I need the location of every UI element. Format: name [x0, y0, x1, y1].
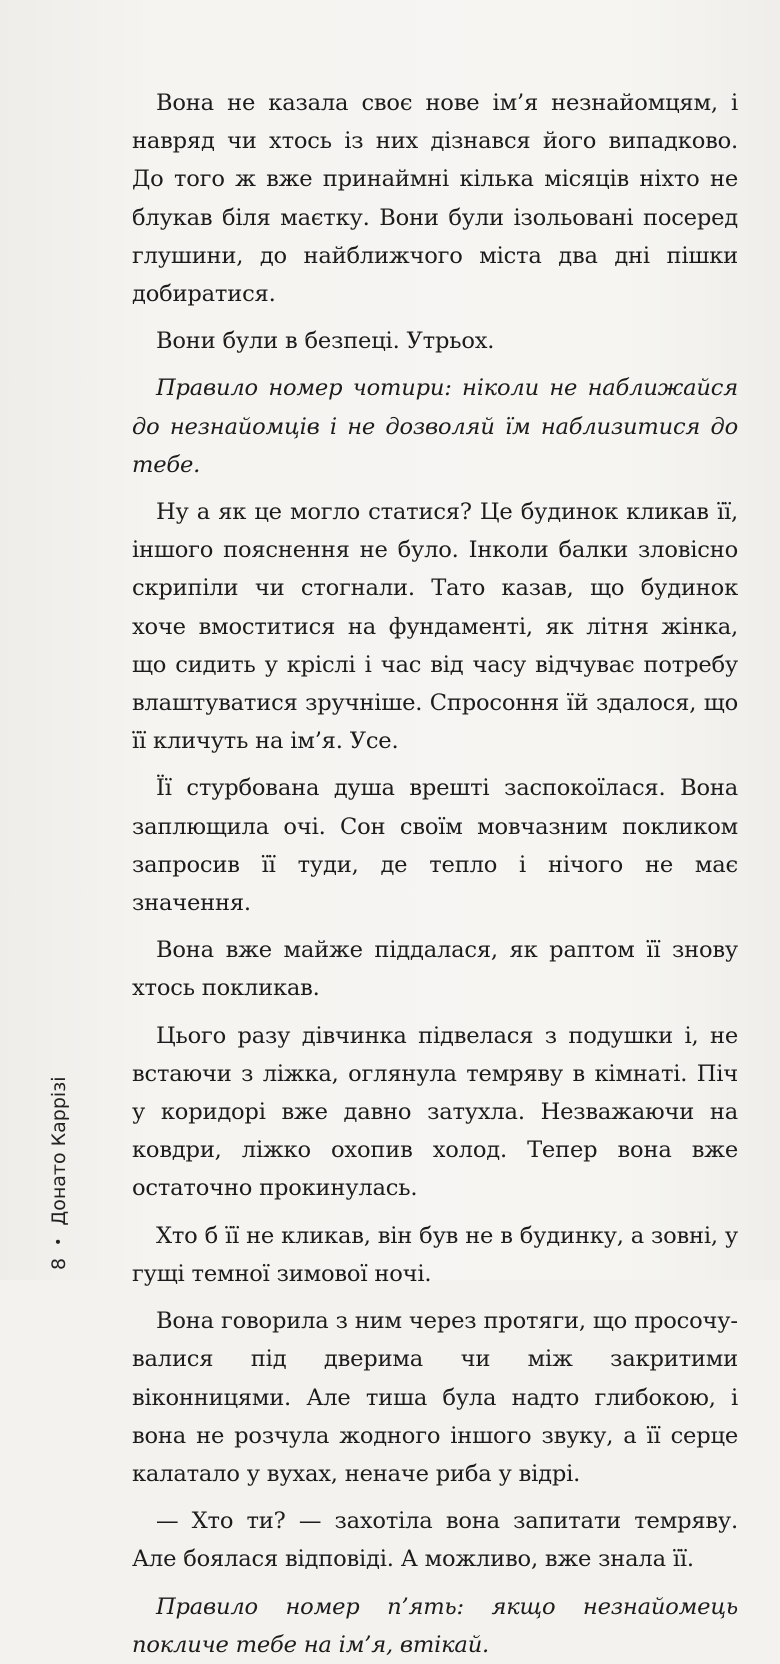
paragraph-5: Вона вже майже піддалася, як раптом її знову хтось покликав. — [132, 937, 738, 1002]
dialog-line: — Хто ти? — захотіла вона запитати темряву. Але боялася відповіді. А можливо, вже знала її. — [132, 1508, 738, 1573]
page-number: 8 — [48, 1257, 70, 1270]
paragraph-6: Цього разу дівчинка підвелася з подушки і, не встаючи з ліжка, оглянула темряву в кімнаті. Піч у коридорі вже давно затухла. Незважаючи на ковдри, ліжко охопив холод. Тепер вона вже остаточно прокинулась. — [132, 1022, 738, 1202]
running-head — [46, 890, 76, 1270]
body-text — [132, 84, 738, 1664]
author-name: Донато Каррізі — [48, 1076, 70, 1226]
separator-bullet: • — [51, 1237, 67, 1246]
paragraph-7: Хто б її не кликав, він був не в будинку, а зовні, у гущі темної зимової ночі. — [132, 1222, 738, 1287]
paragraph-4: Її стурбована душа врешті заспокоїлася. Вона заплющила очі. Сон своїм мовчазним покликом запросив її туди, де тепло і нічого не має значення. — [132, 775, 738, 917]
paragraph-8: Вона говорила з ним через протяги, що просочувалися під дверима чи між закритими віконницями. Але тиша була надто глибокою, і вона не розчула жодного іншого звуку, а її серце калатало у вухах, неначе риба у відрі. — [132, 1308, 738, 1487]
paragraph-2: Вони були в безпеці. Утрьох. — [156, 328, 495, 355]
paragraph-3: Ну а як це могло статися? Це будинок кликав її, іншого пояснення не було. Інколи балки зловісно скрипіли чи стогнали. Тато казав, що будинок хоче вмоститися на фундаменті, як літня жінка, що сидить у кріслі і час від часу відчуває потребу влаштуватися зручніше. Спросоння їй здалося, що її кличуть на ім’я. Усе. — [132, 499, 738, 755]
rule-five: Правило номер п’ять: якщо незнайомець покличе тебе на ім’я, втікай. — [132, 1593, 738, 1658]
paragraph-1: Вона не казала своє нове ім’я незнайомцям, і навряд чи хтось із них дізнався його випадково. До того ж вже принаймні кілька місяців ніхто не блукав біля маєтку. Вони були ізольовані посеред глушини, до найближчого міста два дні пішки добиратися. — [132, 90, 738, 308]
rule-four: Правило номер чотири: ніколи не наближайся до незнайомців і не дозволяй їм наблизитися до тебе. — [132, 375, 738, 478]
